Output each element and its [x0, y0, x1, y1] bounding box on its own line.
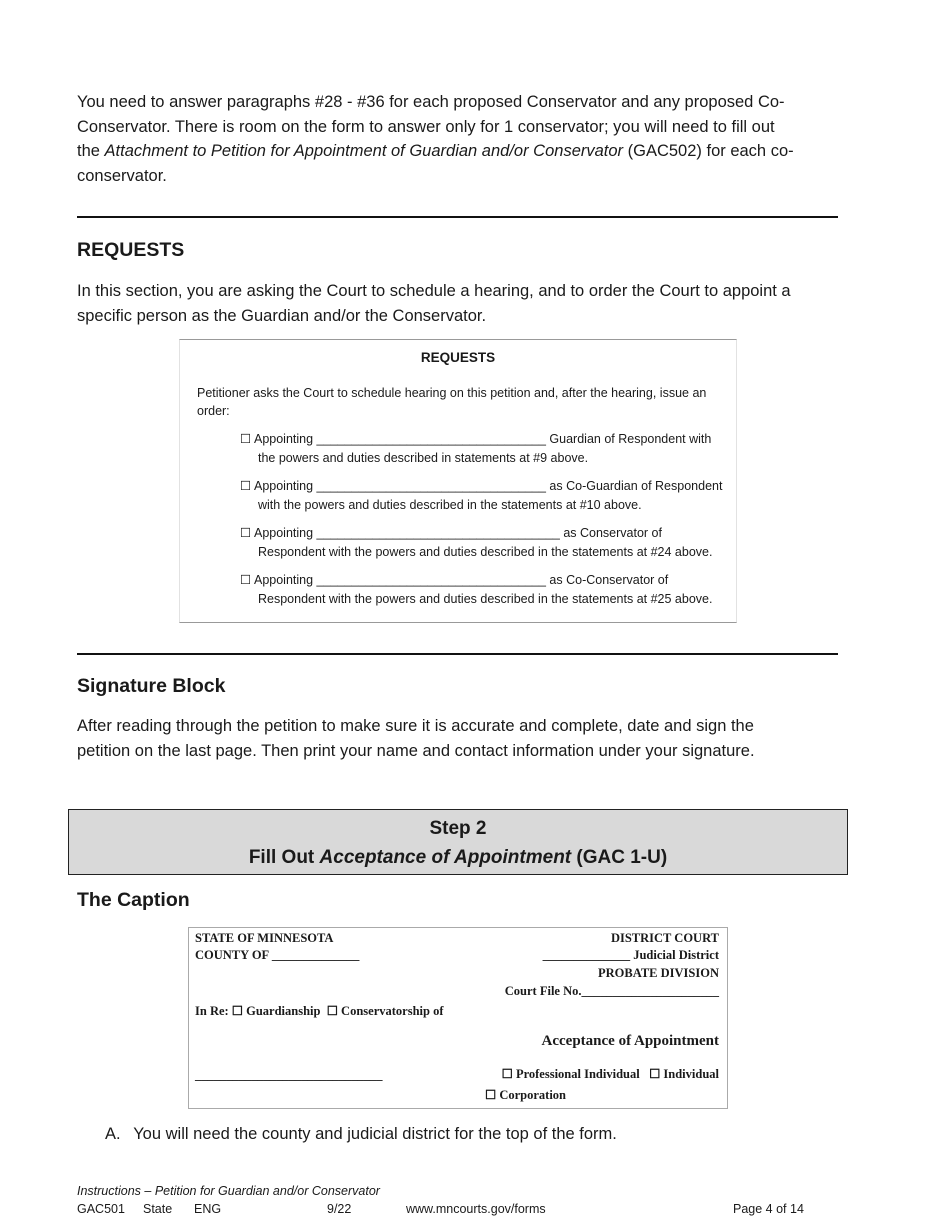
signature-line-1: After reading through the petition to make sure it is accurate and complete, date and sign the	[77, 717, 754, 735]
request-item-line-1: ☐ Appointing _________________________________ Guardian of Respondent with	[240, 432, 712, 446]
caption-county: COUNTY OF ______________	[195, 948, 360, 962]
footer-url[interactable]: www.mncourts.gov/forms	[406, 1202, 546, 1216]
requests-line-1: In this section, you are asking the Court to schedule a hearing, and to order the Court to appoint a	[77, 282, 791, 300]
caption-court-file-number: Court File No.______________________	[504, 984, 719, 998]
request-item	[240, 477, 722, 515]
caption-state: STATE OF MINNESOTA	[195, 931, 334, 945]
footer-form-id: GAC501	[77, 1202, 125, 1216]
signature-paragraph	[77, 714, 867, 763]
requests-heading: REQUESTS	[77, 239, 185, 261]
caption-name-line: ______________________________	[195, 1068, 383, 1082]
footer-language: ENG	[194, 1202, 222, 1216]
request-item-line-2: with the powers and duties described in the statements at #10 above.	[258, 498, 642, 512]
caption-acceptance-title: Acceptance of Appointment	[541, 1033, 719, 1049]
caption-form-excerpt	[188, 927, 728, 1109]
caption-options-line-2: ☐ Corporation	[485, 1088, 566, 1102]
requests-form-excerpt	[179, 339, 737, 623]
acceptance-form-title: Acceptance of Appointment	[319, 847, 572, 868]
signature-line-2: petition on the last page. Then print your name and contact information under your signature.	[77, 741, 755, 760]
list-item	[105, 1122, 617, 1147]
section-divider-1	[77, 216, 838, 218]
request-item	[240, 524, 712, 562]
petition-statement	[197, 384, 706, 420]
caption-options-line-1: ☐ Professional Individual ☐ Individual	[501, 1067, 719, 1081]
request-item	[240, 571, 712, 609]
request-item-line-2: Respondent with the powers and duties described in the statements at #25 above.	[258, 592, 713, 606]
caption-heading: The Caption	[77, 889, 190, 911]
list-item-text: You will need the county and judicial district for the top of the form.	[133, 1125, 617, 1143]
requests-paragraph	[77, 279, 867, 328]
requests-line-2: specific person as the Guardian and/or the Conservator.	[77, 306, 487, 325]
caption-district-court: DISTRICT COURT	[610, 931, 719, 945]
footer-state: State	[143, 1202, 173, 1216]
request-item-line-2: Respondent with the powers and duties described in the statements at #24 above.	[258, 545, 713, 559]
section-divider-2	[77, 653, 838, 655]
attachment-form-title: Attachment to Petition for Appointment of Guardian and/or Conservator	[104, 142, 624, 160]
footer-date: 9/22	[327, 1202, 352, 1216]
intro-paragraph	[77, 90, 867, 188]
intro-line-1: You need to answer paragraphs #28 - #36 for each proposed Conservator and any proposed Co-	[77, 93, 785, 111]
list-item-marker: A.	[105, 1125, 121, 1143]
footer-document-title: Instructions – Petition for Guardian and/or Conservator	[77, 1184, 380, 1198]
intro-line-2: Conservator. There is room on the form to answer only for 1 conservator; you will need to fill out	[77, 117, 775, 136]
intro-line-4: conservator.	[77, 166, 167, 185]
step-title	[69, 843, 847, 872]
step-number: Step 2	[429, 818, 487, 839]
intro-line-3	[77, 139, 867, 164]
request-item-line-1: ☐ Appointing ___________________________________ as Conservator of	[240, 526, 662, 540]
petition-line-2: order:	[197, 404, 230, 418]
request-item-line-1: ☐ Appointing _________________________________ as Co-Conservator of	[240, 573, 669, 587]
caption-probate-division: PROBATE DIVISION	[598, 966, 719, 980]
caption-judicial-district: ______________ Judicial District	[542, 948, 719, 962]
request-item-line-1: ☐ Appointing _________________________________ as Co-Guardian of Respondent	[240, 479, 723, 493]
footer-page-number: Page 4 of 14	[733, 1202, 804, 1216]
intro-line-3-post: (GAC502) for each co-	[623, 142, 794, 160]
request-item-line-2: the powers and duties described in statements at #9 above.	[258, 451, 589, 465]
caption-in-re: In Re: ☐ Guardianship ☐ Conservatorship of	[195, 1004, 444, 1018]
requests-box-title: REQUESTS	[420, 350, 496, 365]
step-2-banner	[68, 809, 848, 875]
signature-heading: Signature Block	[77, 675, 226, 697]
step-title-pre: Fill Out	[248, 847, 320, 868]
request-item	[240, 430, 711, 468]
intro-line-3-pre: the	[77, 142, 105, 160]
footer	[77, 1184, 837, 1224]
step-title-post: (GAC 1-U)	[571, 847, 668, 868]
petition-line-1: Petitioner asks the Court to schedule hearing on this petition and, after the hearing, issue an	[197, 386, 707, 400]
